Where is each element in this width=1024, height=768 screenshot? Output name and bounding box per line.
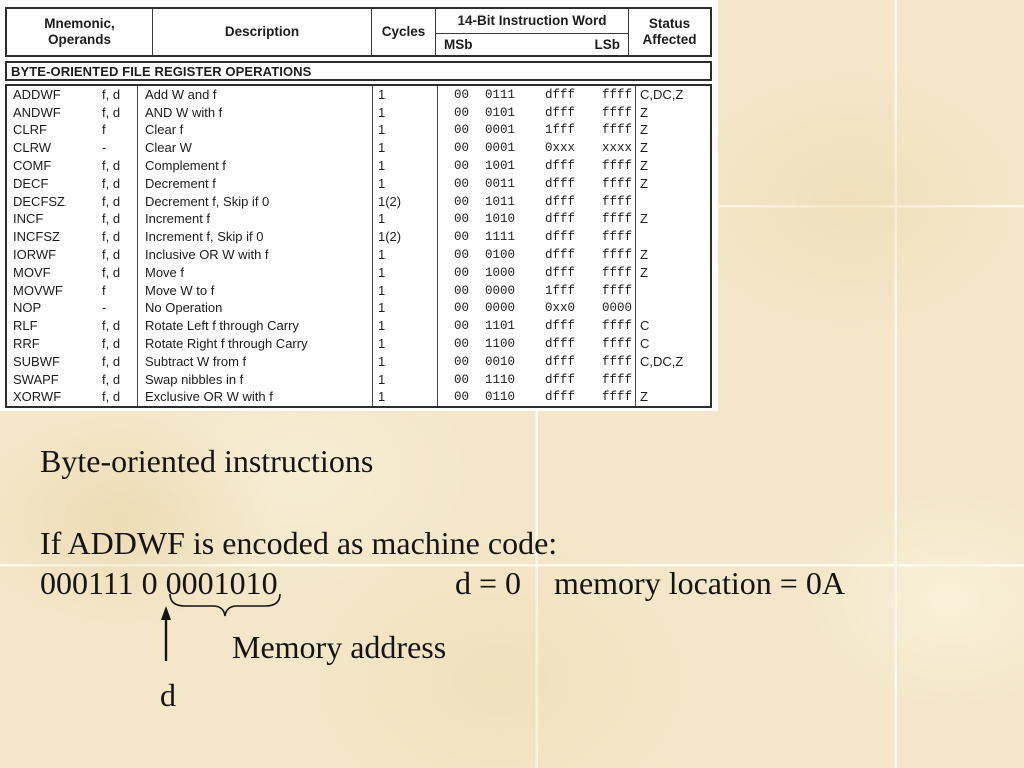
- mnemonic-operands-cell: [7, 246, 138, 264]
- description-cell: Move f: [138, 264, 373, 282]
- word-group: 00: [454, 194, 470, 209]
- operands: f, d: [102, 211, 121, 227]
- mnemonic-operands-cell: [7, 104, 138, 122]
- cycles-cell: 1: [373, 335, 438, 353]
- word-group: dfff: [545, 354, 576, 369]
- table-row: [7, 282, 710, 300]
- operands: f, d: [102, 318, 121, 334]
- word-group: ffff: [602, 265, 633, 280]
- header-status-line2: Affected: [642, 32, 697, 47]
- description-cell: AND W with f: [138, 104, 373, 122]
- description-cell: Increment f, Skip if 0: [138, 228, 373, 246]
- status-cell: [636, 371, 710, 389]
- mnemonic: NOP: [13, 300, 42, 316]
- header-instruction-word: [436, 9, 629, 55]
- word-group: dfff: [545, 159, 576, 174]
- cycles-cell: 1: [373, 246, 438, 264]
- table-row: [7, 371, 710, 389]
- table-row: [7, 211, 710, 229]
- mnemonic: RLF: [13, 318, 38, 334]
- word-group: 00: [454, 390, 470, 405]
- word-group: 0001: [485, 123, 516, 138]
- description-cell: Inclusive OR W with f: [138, 246, 373, 264]
- mnemonic: MOVWF: [13, 282, 63, 298]
- instruction-word-cell: [438, 175, 636, 193]
- word-group: ffff: [602, 390, 633, 405]
- instruction-table-panel: [0, 0, 718, 411]
- word-group: ffff: [602, 212, 633, 227]
- instruction-word-cell: [438, 122, 636, 140]
- mnemonic-operands-cell: [7, 193, 138, 211]
- description-cell: Swap nibbles in f: [138, 371, 373, 389]
- mnemonic: IORWF: [13, 247, 57, 263]
- cycles-cell: 1: [373, 86, 438, 104]
- status-cell: Z: [640, 389, 648, 405]
- word-group: 00: [454, 372, 470, 387]
- instruction-word-cell: [438, 371, 636, 389]
- mnemonic-operands-cell: [7, 122, 138, 140]
- word-group: 00: [454, 337, 470, 352]
- underbrace-icon: [168, 593, 282, 619]
- instruction-word-cell: [438, 193, 636, 211]
- word-group: ffff: [602, 123, 633, 138]
- word-group: 00: [454, 230, 470, 245]
- cycles-cell: 1: [373, 282, 438, 300]
- status-cell: C,DC,Z: [640, 86, 684, 102]
- word-group: ffff: [602, 105, 633, 120]
- description-cell: Add W and f: [138, 86, 373, 104]
- cycles-cell: 1: [373, 104, 438, 122]
- table-row: [7, 317, 710, 335]
- word-group: dfff: [545, 87, 576, 102]
- mnemonic-operands-cell: [7, 157, 138, 175]
- table-row: [7, 389, 710, 407]
- cycles-cell: 1: [373, 353, 438, 371]
- word-group: dfff: [545, 390, 576, 405]
- status-cell: Z: [640, 122, 648, 138]
- word-group: 00: [454, 176, 470, 191]
- operands: f, d: [102, 247, 121, 263]
- instruction-word-cell: [438, 211, 636, 229]
- encoding-intro-text: If ADDWF is encoded as machine code:: [40, 525, 558, 561]
- memory-location-text: memory location = 0A: [554, 565, 845, 601]
- word-group: ffff: [602, 159, 633, 174]
- header-cycles: Cycles: [372, 9, 436, 55]
- operands: -: [102, 140, 107, 156]
- mnemonic: SUBWF: [13, 353, 60, 369]
- word-group: 0xx0: [545, 301, 576, 316]
- word-group: 0101: [485, 105, 516, 120]
- header-status-affected: [629, 9, 710, 55]
- word-group: ffff: [602, 354, 633, 369]
- mnemonic-operands-cell: [7, 300, 138, 318]
- instruction-word-cell: [438, 300, 636, 318]
- mnemonic: ANDWF: [13, 104, 61, 120]
- instruction-word-cell: [438, 104, 636, 122]
- slide-title: Byte-oriented instructions: [40, 443, 374, 479]
- status-cell: [636, 228, 710, 246]
- word-group: ffff: [602, 283, 633, 298]
- table-row: [7, 228, 710, 246]
- word-group: 00: [454, 87, 470, 102]
- word-group: 00: [454, 265, 470, 280]
- instruction-word-cell: [438, 246, 636, 264]
- table-row: [7, 86, 710, 104]
- word-group: xxxx: [602, 141, 633, 156]
- word-group: 00: [454, 123, 470, 138]
- mnemonic: ADDWF: [13, 86, 61, 102]
- word-group: dfff: [545, 337, 576, 352]
- word-group: ffff: [602, 230, 633, 245]
- status-cell: Z: [640, 175, 648, 191]
- operands: f, d: [102, 158, 121, 174]
- word-group: ffff: [602, 248, 633, 263]
- word-group: 1000: [485, 265, 516, 280]
- header-description: Description: [153, 9, 372, 55]
- mnemonic: XORWF: [13, 389, 62, 405]
- word-group: 1100: [485, 337, 516, 352]
- operands: f, d: [102, 336, 121, 352]
- word-group: 0000: [485, 301, 516, 316]
- word-group: 0000: [602, 301, 633, 316]
- section-title-banner: BYTE-ORIENTED FILE REGISTER OPERATIONS: [5, 61, 712, 81]
- word-group: 1fff: [545, 123, 576, 138]
- word-group: dfff: [545, 248, 576, 263]
- cycles-cell: 1: [373, 139, 438, 157]
- description-cell: Clear W: [138, 139, 373, 157]
- header-msb: MSb: [444, 36, 473, 52]
- description-cell: Decrement f: [138, 175, 373, 193]
- table-body: [5, 84, 712, 408]
- description-cell: Decrement f, Skip if 0: [138, 193, 373, 211]
- description-cell: Increment f: [138, 211, 373, 229]
- word-group: ffff: [602, 337, 633, 352]
- operands: -: [102, 300, 107, 316]
- word-group: 1010: [485, 212, 516, 227]
- word-group: 00: [454, 283, 470, 298]
- operands: f: [102, 122, 106, 138]
- mnemonic-operands-cell: [7, 211, 138, 229]
- cycles-cell: 1: [373, 122, 438, 140]
- header-mnemonic-line2: Operands: [47, 32, 112, 47]
- d-bit-label: d: [160, 677, 176, 713]
- description-cell: Rotate Right f through Carry: [138, 335, 373, 353]
- mnemonic-operands-cell: [7, 389, 138, 407]
- description-cell: Subtract W from f: [138, 353, 373, 371]
- word-group: 00: [454, 301, 470, 316]
- mnemonic-operands-cell: [7, 317, 138, 335]
- instruction-word-cell: [438, 389, 636, 407]
- table-row: [7, 264, 710, 282]
- mnemonic-operands-cell: [7, 353, 138, 371]
- status-cell: [636, 300, 710, 318]
- word-group: 00: [454, 354, 470, 369]
- cycles-cell: 1: [373, 389, 438, 407]
- mnemonic: DECF: [13, 175, 49, 191]
- word-group: 1001: [485, 159, 516, 174]
- table-row: [7, 335, 710, 353]
- cycles-cell: 1(2): [373, 193, 438, 211]
- mnemonic-operands-cell: [7, 282, 138, 300]
- operands: f, d: [102, 86, 121, 102]
- word-group: 0010: [485, 354, 516, 369]
- word-group: 0111: [485, 87, 516, 102]
- mnemonic: CLRW: [13, 140, 52, 156]
- cycles-cell: 1: [373, 211, 438, 229]
- up-arrow-icon: [154, 605, 178, 663]
- status-cell: Z: [640, 264, 648, 280]
- word-group: 0001: [485, 141, 516, 156]
- table-row: [7, 139, 710, 157]
- word-group: 00: [454, 319, 470, 334]
- operands: f, d: [102, 229, 121, 245]
- word-group: 0000: [485, 283, 516, 298]
- table-row: [7, 104, 710, 122]
- status-cell: Z: [640, 104, 648, 120]
- machine-code-binary: 000111 0 0001010: [40, 565, 278, 601]
- word-group: ffff: [602, 176, 633, 191]
- description-cell: Move W to f: [138, 282, 373, 300]
- instruction-word-cell: [438, 282, 636, 300]
- operands: f, d: [102, 264, 121, 280]
- table-row: [7, 300, 710, 318]
- instruction-word-cell: [438, 353, 636, 371]
- word-group: 0011: [485, 176, 516, 191]
- mnemonic: RRF: [13, 336, 40, 352]
- instruction-word-cell: [438, 335, 636, 353]
- table-row: [7, 122, 710, 140]
- instruction-set-table: [5, 7, 712, 408]
- word-group: 00: [454, 105, 470, 120]
- word-group: 1011: [485, 194, 516, 209]
- status-cell: Z: [640, 140, 648, 156]
- cycles-cell: 1: [373, 371, 438, 389]
- table-row: [7, 353, 710, 371]
- mnemonic: COMF: [13, 158, 52, 174]
- cycles-cell: 1: [373, 317, 438, 335]
- cycles-cell: 1(2): [373, 228, 438, 246]
- word-group: dfff: [545, 265, 576, 280]
- word-group: 0100: [485, 248, 516, 263]
- mnemonic-operands-cell: [7, 175, 138, 193]
- status-cell: C,DC,Z: [640, 353, 684, 369]
- word-group: ffff: [602, 194, 633, 209]
- word-group: 1111: [485, 230, 516, 245]
- cycles-cell: 1: [373, 264, 438, 282]
- operands: f, d: [102, 193, 121, 209]
- status-cell: Z: [640, 158, 648, 174]
- header-status-line1: Status: [648, 16, 691, 31]
- instruction-word-cell: [438, 264, 636, 282]
- word-group: 00: [454, 212, 470, 227]
- word-group: 00: [454, 159, 470, 174]
- operands: f, d: [102, 389, 121, 405]
- cycles-cell: 1: [373, 175, 438, 193]
- word-group: dfff: [545, 319, 576, 334]
- description-cell: Complement f: [138, 157, 373, 175]
- d-value-text: d = 0: [455, 565, 522, 601]
- mnemonic-operands-cell: [7, 335, 138, 353]
- cycles-cell: 1: [373, 300, 438, 318]
- d-and-memory-values: [455, 565, 845, 601]
- word-group: 0xxx: [545, 141, 576, 156]
- operands: f, d: [102, 353, 121, 369]
- mnemonic: DECFSZ: [13, 193, 65, 209]
- instruction-word-cell: [438, 228, 636, 246]
- mnemonic: CLRF: [13, 122, 47, 138]
- table-header-row: [5, 7, 712, 57]
- table-row: [7, 175, 710, 193]
- table-row: [7, 246, 710, 264]
- operands: f, d: [102, 104, 121, 120]
- memory-address-label: Memory address: [232, 629, 447, 665]
- word-group: ffff: [602, 319, 633, 334]
- operands: f, d: [102, 371, 121, 387]
- word-group: 0110: [485, 390, 516, 405]
- mnemonic-operands-cell: [7, 228, 138, 246]
- header-mnemonic-operands: [7, 9, 153, 55]
- status-cell: C: [640, 336, 650, 352]
- mnemonic: INCF: [13, 211, 44, 227]
- mnemonic-operands-cell: [7, 264, 138, 282]
- word-group: dfff: [545, 212, 576, 227]
- mnemonic: INCFSZ: [13, 229, 60, 245]
- word-group: 00: [454, 248, 470, 263]
- status-cell: Z: [640, 247, 648, 263]
- word-group: dfff: [545, 194, 576, 209]
- description-cell: Clear f: [138, 122, 373, 140]
- mnemonic: MOVF: [13, 264, 51, 280]
- word-group: ffff: [602, 87, 633, 102]
- word-group: dfff: [545, 230, 576, 245]
- instruction-word-cell: [438, 317, 636, 335]
- instruction-word-cell: [438, 139, 636, 157]
- header-lsb: LSb: [594, 36, 620, 52]
- word-group: dfff: [545, 105, 576, 120]
- mnemonic: SWAPF: [13, 371, 59, 387]
- instruction-word-cell: [438, 157, 636, 175]
- table-row: [7, 193, 710, 211]
- word-group: 1fff: [545, 283, 576, 298]
- description-cell: Exclusive OR W with f: [138, 389, 373, 407]
- header-msb-lsb: [436, 34, 628, 55]
- word-group: dfff: [545, 176, 576, 191]
- word-group: 1110: [485, 372, 516, 387]
- status-cell: Z: [640, 211, 648, 227]
- word-group: dfff: [545, 372, 576, 387]
- word-group: 00: [454, 141, 470, 156]
- mnemonic-operands-cell: [7, 139, 138, 157]
- operands: f: [102, 282, 106, 298]
- description-cell: No Operation: [138, 300, 373, 318]
- table-row: [7, 157, 710, 175]
- word-group: ffff: [602, 372, 633, 387]
- header-mnemonic-line1: Mnemonic,: [44, 16, 115, 31]
- header-instruction-word-title: 14-Bit Instruction Word: [436, 9, 628, 34]
- status-cell: [636, 193, 710, 211]
- cycles-cell: 1: [373, 157, 438, 175]
- status-cell: [636, 282, 710, 300]
- instruction-word-cell: [438, 86, 636, 104]
- mnemonic-operands-cell: [7, 371, 138, 389]
- word-group: 1101: [485, 319, 516, 334]
- description-cell: Rotate Left f through Carry: [138, 317, 373, 335]
- mnemonic-operands-cell: [7, 86, 138, 104]
- status-cell: C: [640, 318, 650, 334]
- operands: f, d: [102, 175, 121, 191]
